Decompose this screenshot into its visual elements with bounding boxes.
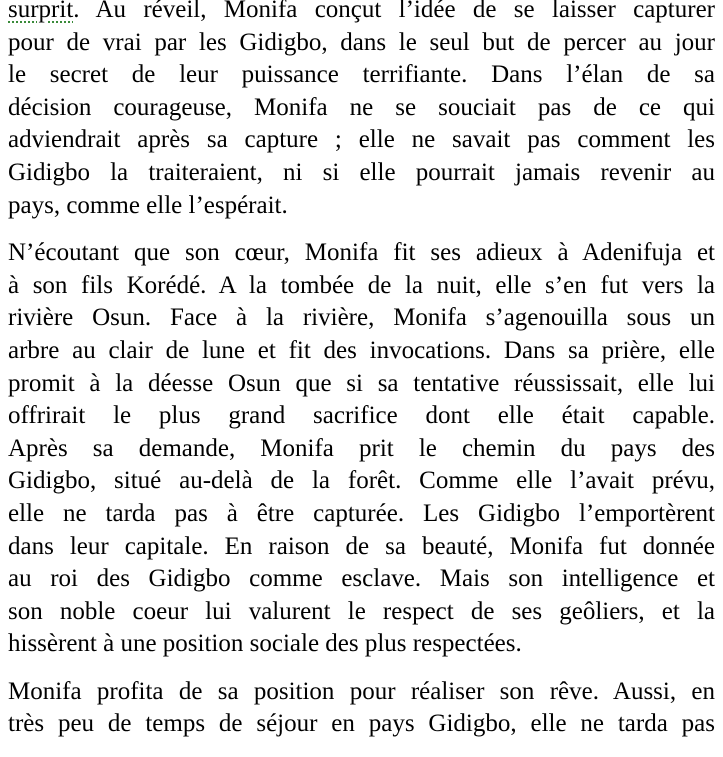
text-line: Monifa profita de sa position pour réaliser son rêve. Aussi, en: [8, 677, 715, 705]
text-line: très peu de temps de séjour en pays Gidigbo, elle ne tarda pas: [8, 710, 715, 738]
text-line: le secret de leur puissance terrifiante. Dans l’élan de sa: [8, 61, 715, 89]
text-line: à son fils Korédé. A la tombée de la nuit, elle s’en fut vers la: [8, 271, 715, 299]
text-line: hissèrent à une position sociale des plus respectées.: [8, 630, 522, 658]
text-line: pays, comme elle l’espérait.: [8, 191, 288, 219]
text-line: promit à la déesse Osun que si sa tentative réussissait, elle lui: [8, 369, 715, 397]
paragraph-2: [8, 237, 715, 661]
text-line: Gidigbo, situé au-delà de la forêt. Comme elle l’avait prévu,: [8, 467, 715, 495]
text-line: rivière Osun. Face à la rivière, Monifa s’agenouilla sous un: [8, 304, 715, 332]
text-line: son noble coeur lui valurent le respect de ses geôliers, et la: [8, 597, 715, 625]
text-line: adviendrait après sa capture ; elle ne savait pas comment les: [8, 126, 715, 154]
text-line: offrirait le plus grand sacrifice dont elle était capable.: [8, 402, 715, 430]
text-line: pour de vrai par les Gidigbo, dans le seul but de percer au jour: [8, 28, 715, 56]
text-line: dans leur capitale. En raison de sa beauté, Monifa fut donnée: [8, 532, 715, 560]
text-line: Gidigbo la traiteraient, ni si elle pourrait jamais revenir au: [8, 158, 715, 186]
text-line: au roi des Gidigbo comme esclave. Mais son intelligence et: [8, 565, 715, 593]
spellcheck-flagged-word[interactable]: surprit: [8, 0, 74, 23]
text-line: surprit. Au réveil, Monifa conçut l’idée de se laisser capturer: [8, 0, 715, 27]
text-line: Après sa demande, Monifa prit le chemin du pays des: [8, 434, 715, 462]
text-line: elle ne tarda pas à être capturée. Les Gidigbo l’emportèrent: [8, 499, 715, 527]
paragraph-3: [8, 676, 715, 741]
text-line: N’écoutant que son cœur, Monifa fit ses adieux à Adenifuja et: [8, 239, 715, 267]
text-line: décision courageuse, Monifa ne se souciait pas de ce qui: [8, 93, 715, 121]
paragraph-1: [8, 0, 715, 222]
text-line: arbre au clair de lune et fit des invocations. Dans sa prière, elle: [8, 336, 715, 364]
